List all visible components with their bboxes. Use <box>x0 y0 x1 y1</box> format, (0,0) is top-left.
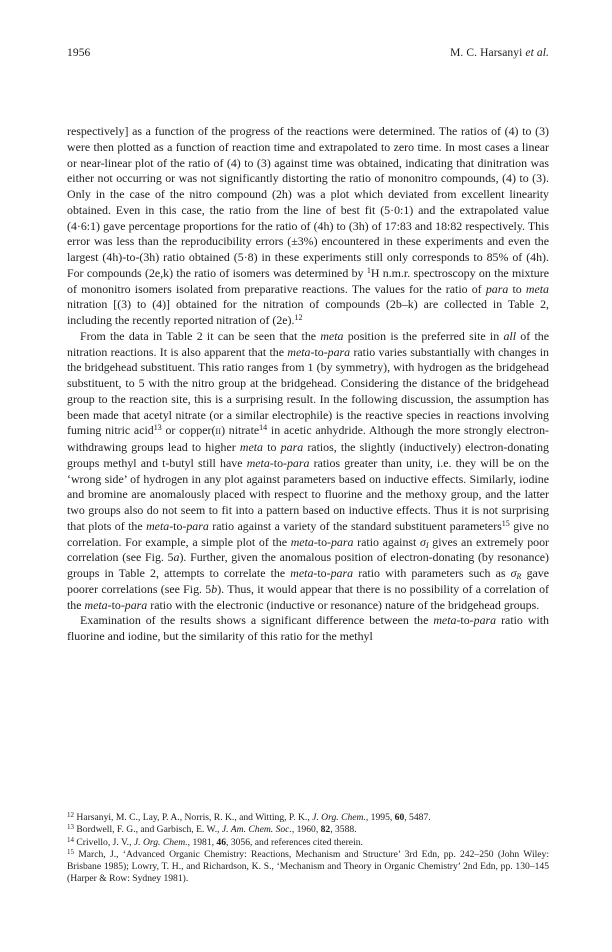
page-number: 1956 <box>67 47 91 59</box>
italic-text: meta- <box>290 566 318 580</box>
superscript: 12 <box>67 811 74 819</box>
text-run: From the data in Table 2 it can be seen that the <box>80 328 321 343</box>
text-run: to <box>317 534 328 549</box>
small-caps: II <box>215 426 222 437</box>
italic-text: -para <box>323 344 351 359</box>
text-run: ratio with parameters such as <box>353 566 511 580</box>
author-name: M. C. Harsanyi <box>450 47 526 59</box>
paragraph-3 <box>67 613 549 645</box>
text-run: , 1981, <box>187 836 217 848</box>
text-run: ratio against a variety of the standard substituent parameters <box>208 518 502 533</box>
text-run: Harsanyi, M. C., Lay, P. A., Norris, R. K., and Witting, P. K., <box>74 812 313 823</box>
text-run: to <box>317 566 327 580</box>
superscript: 14 <box>67 835 74 844</box>
text-run: to <box>314 344 324 359</box>
italic-text: -para <box>469 613 497 628</box>
text-run: ratio against <box>353 534 421 549</box>
subscript: I <box>425 540 429 550</box>
italic-text: para <box>485 281 509 296</box>
text-run: to <box>263 440 281 454</box>
text-run: ratios, the slightly (inductively) electron-donating groups methyl and t-butyl still have <box>67 440 549 470</box>
italic-text: -para <box>326 566 354 580</box>
text-run: March, J., ‘Advanced Organic Chemistry: Reactions, Mechanism and Structure’ 3rd Edn, pp. 242–250 (John Wiley: Brisbane 1985); Lowry, T. H., and Richardson, K. S., ‘Mechanism and Theory in Organic Chemistry’ 2nd Edn, pp. 130–145 (Harper & Row: Sydney 1981). <box>67 848 549 885</box>
text-run: , 3056, and references cited therein. <box>226 836 363 848</box>
italic-text: σ <box>420 534 426 549</box>
paragraph-1 <box>67 124 549 329</box>
superscript: 12 <box>294 313 303 322</box>
text-run: ratio varies substantially with changes in the bridgehead substituent. This ratio ranges from 1 (by symmetry), with hydrogen as the bridgehead substituent, to 5 with the nitro group at the bridgehead. Considering the distance of the bridgehead group to the reaction site, this is a surprising result. In the following discussion, the assumption has been made that acetyl nitrate (or a similar electrophile) is the reactive species in reactions involving fuming nitric acid <box>67 344 549 438</box>
running-head-authors <box>450 47 549 59</box>
superscript: 13 <box>67 823 74 832</box>
et-al: et al. <box>525 47 549 59</box>
text-run: position is the preferred site in <box>343 328 504 343</box>
text-run: to <box>111 597 121 612</box>
text-run: to <box>460 613 470 628</box>
text-run: gives an extremely poor correlation (see Fig. 5 <box>67 534 550 565</box>
text-run: , 1995, <box>365 812 395 823</box>
subscript: R <box>516 572 522 581</box>
text-run: ). Thus, it would appear that there is no possibility of a correlation of the <box>67 581 549 612</box>
text-run: H n.m.r. spectroscopy on the mixture of mononitro isomers isolated from preparative reactions. The values for the ratio of <box>67 265 549 296</box>
italic-text: meta- <box>84 597 112 612</box>
footnote-13 <box>67 824 549 836</box>
italic-text: meta <box>239 440 264 454</box>
text-run: gave poorer correlations (see Fig. 5 <box>67 566 550 596</box>
text-run: to <box>508 281 526 296</box>
text-run: ). Further, given the anomalous position of electron-donating (by resonance) groups in Table 2, attempts to correlate the <box>67 550 549 580</box>
bold-text: 82 <box>320 824 331 836</box>
italic-text: σ <box>510 566 517 580</box>
text-run: to <box>173 518 183 533</box>
text-run: of the nitration reactions. It is also apparent that the <box>67 328 549 359</box>
text-run: ratio with the electronic (inductive or resonance) nature of the bridgehead groups. <box>147 597 540 612</box>
italic-text: -para <box>283 455 310 470</box>
italic-text: para <box>280 440 304 454</box>
text-run: in acetic anhydride. Although the more strongly electron-withdrawing groups lead to higher <box>67 423 549 454</box>
italic-text: -para <box>182 518 209 533</box>
italic-text: all <box>503 328 517 343</box>
italic-text: meta- <box>290 534 318 549</box>
italic-text: b <box>211 581 218 596</box>
text-run: Examination of the results shows a significant difference between the <box>80 613 434 628</box>
text-run: , 3588. <box>330 824 357 836</box>
italic-text: a <box>173 550 180 565</box>
italic-text: J. Org. Chem. <box>312 812 366 823</box>
superscript: 15 <box>67 847 74 856</box>
superscript: 15 <box>501 518 510 528</box>
text-run: ratio with fluorine and iodine, but the similarity of this ratio for the methyl <box>67 613 549 643</box>
superscript: 14 <box>259 423 268 433</box>
bold-text: 46 <box>216 836 227 848</box>
italic-text: meta- <box>246 455 274 470</box>
text-run: ratios greater than unity, i.e. they will be on the ‘wrong side’ of hydrogen in any plot against parameters based on inductive effects. Similarly, iodine and bromine are anomalously placed with respect to fluorine and the methoxy group, and the latter two groups also do not seem to fit into a pattern based on inductive effects. Thus it is not surprising that plots of the <box>67 455 549 533</box>
text-run: or copper( <box>161 423 216 438</box>
text-run: , 1960, <box>291 824 321 836</box>
superscript: 13 <box>153 423 162 433</box>
footnote-12 <box>67 812 549 824</box>
footnote-14 <box>67 837 549 849</box>
running-head <box>67 47 549 59</box>
italic-text: meta <box>320 328 344 343</box>
italic-text: meta- <box>433 613 461 628</box>
italic-text: J. Am. Chem. Soc. <box>221 824 292 836</box>
bold-text: 60 <box>394 812 405 823</box>
text-run: , 5487. <box>404 812 431 823</box>
text-run: Bordwell, F. G., and Garbisch, E. W., <box>74 824 222 836</box>
footnotes <box>67 812 549 886</box>
italic-text: meta <box>525 281 549 296</box>
italic-text: meta- <box>146 518 174 533</box>
text-run: Crivello, J. V., <box>74 836 134 848</box>
text-run: respectively] as a function of the progress of the reactions were determined. The ratios of (4) to (3) were then plotted as a function of reaction time and extrapolated to zero time. In most cases a linear or near-linear plot of the ratio of (4) to (3) against time was obtained, indicating that dinitration was either not occurring or was not significantly distorting the ratio of mononitro compounds, (4) to (3). Only in the case of the nitro compound (2h) was a plot which deviated from excellent linearity obtained. Even in this case, the ratio from the line of best fit (5·0:1) and the extrapolated value (4·6:1) gave percentage proportions for the ratio of (4h) to (3h) of 17:83 and 18:82 respectively. This error was less than the reproducibility errors (±3%) encountered in these experiments and even the largest (4h)-to-(3h) ratio obtained (5·8) in these experiments still only corresponds to 85% of (4h). For compounds (2e,k) the ratio of isomers was determined by <box>67 124 549 280</box>
main-text <box>67 124 549 645</box>
paragraph-2 <box>67 329 549 614</box>
italic-text: -para <box>327 534 354 549</box>
superscript: 1 <box>366 265 371 275</box>
text-run: ) nitrate <box>221 423 260 438</box>
text-run: give no correlation. For example, a simple plot of the <box>67 518 550 549</box>
text-run: nitration [(3) to (4)] obtained for the nitration of compounds (2b–k) are collected in Table 2, including the recently reported nitration of (2e). <box>67 297 549 327</box>
italic-text: J. Org. Chem. <box>133 836 188 848</box>
italic-text: -para <box>120 597 148 612</box>
footnote-15 <box>67 849 549 886</box>
text-run: to <box>273 455 284 470</box>
italic-text: meta- <box>287 344 315 359</box>
